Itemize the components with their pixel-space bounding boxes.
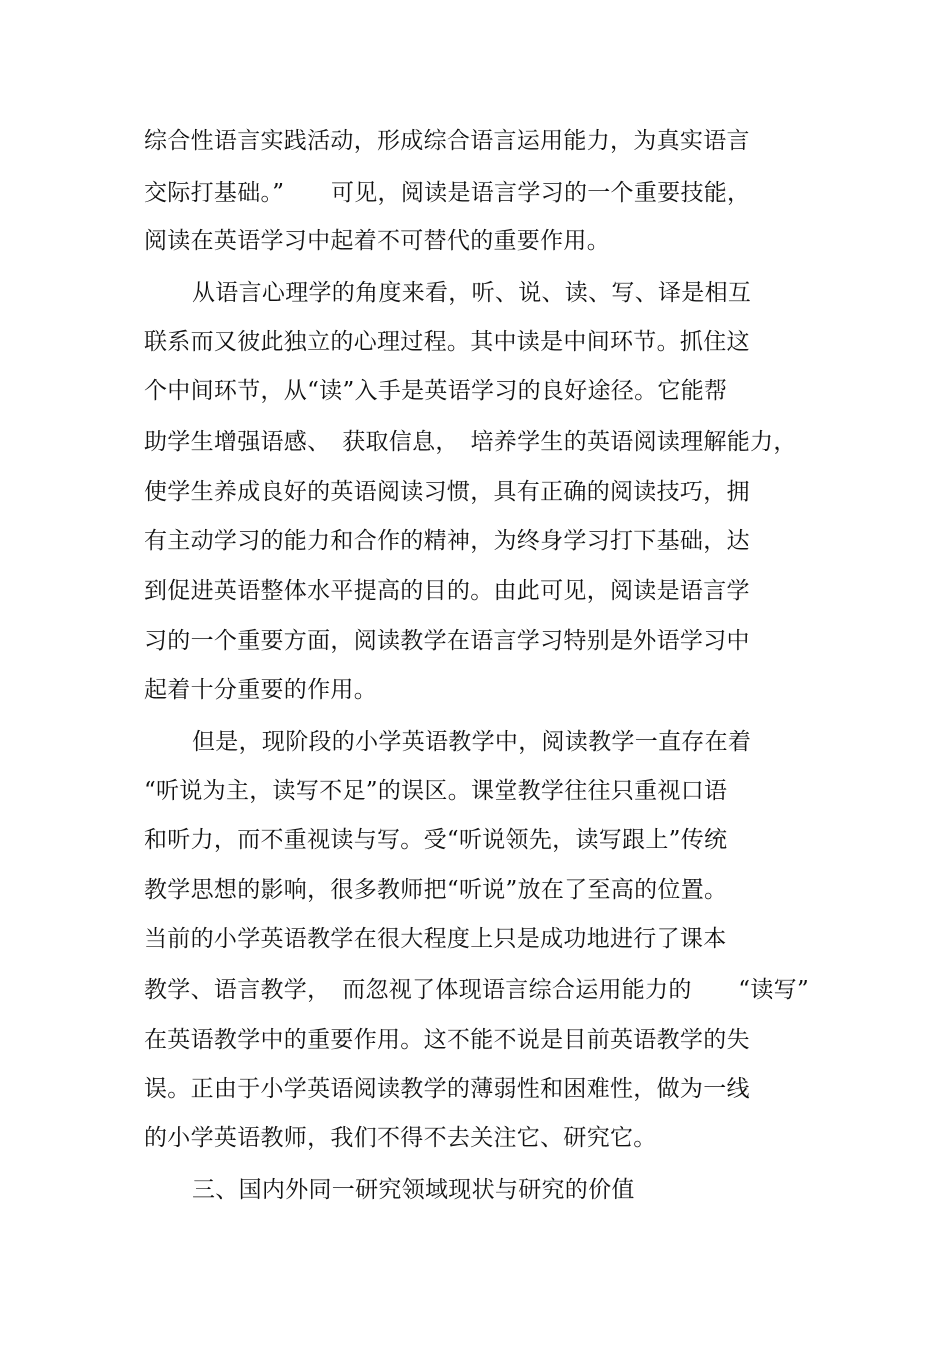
text-line: 阅读在英语学习中起着不可替代的重要作用。 [144,228,610,254]
text-line: 当前的小学英语教学在很大程度上只是成功地进行了课本 [144,926,727,952]
text-line: 有主动学习的能力和合作的精神，为终身学习打下基础，达 [144,528,750,554]
text-line: 和听力，而不重视读与写。受“听说领先，读写跟上”传统 [144,827,728,853]
text-line: 联系而又彼此独立的心理过程。其中读是中间环节。抓住这 [144,329,750,355]
text-line: 到促进英语整体水平提高的目的。由此可见，阅读是语言学 [144,578,750,604]
section-heading: 三、国内外同一研究领域现状与研究的价值 [192,1177,635,1203]
text-line: 在英语教学中的重要作用。这不能不说是目前英语教学的失 [144,1027,750,1053]
text-line: 使学生养成良好的英语阅读习惯，具有正确的阅读技巧，拥 [144,479,750,505]
text-line: 助学生增强语感、 获取信息， 培养学生的英语阅读理解能力， [144,429,797,455]
text-line: 习的一个重要方面，阅读教学在语言学习特别是外语学习中 [144,628,750,654]
paragraph-start-line: 但是，现阶段的小学英语教学中，阅读教学一直存在着 [192,729,752,755]
text-line: 教学思想的影响，很多教师把“听说”放在了至高的位置。 [144,877,728,903]
text-line: 误。正由于小学英语阅读教学的薄弱性和困难性，做为一线 [144,1076,750,1102]
text-line: 综合性语言实践活动，形成综合语言运用能力，为真实语言 [144,128,750,154]
text-line: 教学、语言教学， 而忽视了体现语言综合运用能力的 “读写” [144,977,810,1003]
text-line: 交际打基础。” 可见，阅读是语言学习的一个重要技能， [144,180,751,206]
text-line: “听说为主，读写不足”的误区。课堂教学往往只重视口语 [144,778,728,804]
paragraph-start-line: 从语言心理学的角度来看，听、说、读、写、译是相互 [192,280,752,306]
text-line: 起着十分重要的作用。 [144,677,377,703]
text-line: 个中间环节，从“读”入手是英语学习的良好途径。它能帮 [144,378,728,404]
text-line: 的小学英语教师，我们不得不去关注它、研究它。 [144,1125,657,1151]
